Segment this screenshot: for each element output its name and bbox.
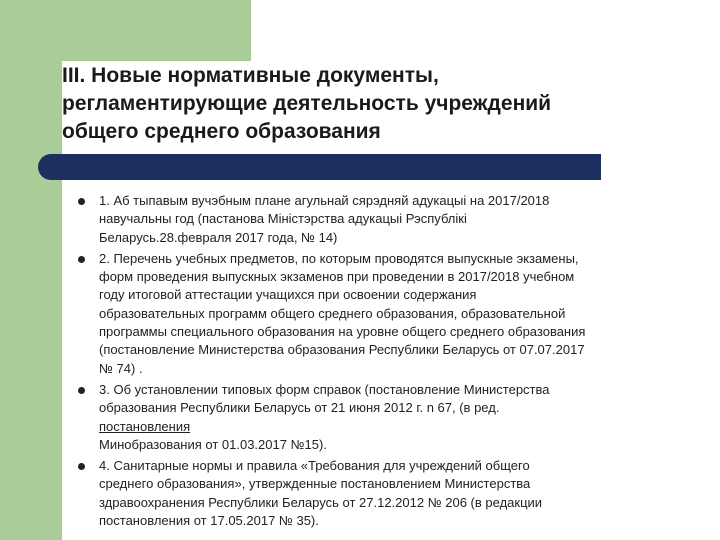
list-item <box>70 457 670 530</box>
decorative-green-block <box>0 0 251 61</box>
item-text-line: 1. Аб тыпавым вучэбным плане агульнай сярэдняй адукацыі на 2017/2018 <box>99 193 550 208</box>
item-text-line: 4. Санитарные нормы и правила «Требования для учреждений общего <box>99 458 530 474</box>
underlined-word: постановления <box>99 418 191 434</box>
item-text-line <box>99 418 670 455</box>
item-text-line: 3. Об установлении типовых форм справок (постановление Министерства <box>99 381 550 397</box>
list-item <box>70 250 670 378</box>
item-text-line: программы специального образования на уровне общего среднего образования <box>99 324 586 340</box>
slide-title <box>62 62 702 146</box>
bullet-icon <box>78 387 85 394</box>
item-text-line: образования Республики Беларусь от 21 июня 2012 г. n 67, (в ред. <box>99 400 500 416</box>
item-text-line: постановления от 17.05.2017 № 35). <box>99 513 319 529</box>
title-line: общего среднего образования <box>62 120 381 143</box>
item-text-line: среднего образования», утвержденные постановлением Министерства <box>99 476 531 492</box>
item-text-line: здравоохранения Республики Беларусь от 27.12.2012 № 206 (в редакции <box>99 494 543 510</box>
documents-list <box>70 192 670 530</box>
item-text-line: № 74) . <box>99 360 143 376</box>
bullet-icon <box>78 463 85 470</box>
list-item <box>70 192 670 247</box>
title-line: регламентирующие деятельность учреждений <box>62 92 552 115</box>
item-text-line: образовательных программ общего среднего образования, образовательной <box>99 305 566 321</box>
decorative-green-sidebar <box>0 61 62 540</box>
list-item <box>70 381 670 454</box>
item-text-line: (постановление Министерства образования Республики Беларусь от 07.07.2017 <box>99 342 585 358</box>
bullet-icon <box>78 198 85 205</box>
item-text-line: 2. Перечень учебных предметов, по которым проводятся выпускные экзамены, <box>99 250 579 266</box>
item-text-line: году итоговой аттестации учащихся при освоении содержания <box>99 287 477 303</box>
item-text-line: навучальны год (пастанова Міністэрства адукацыі Рэспублікі <box>99 211 467 227</box>
bullet-icon <box>78 256 85 263</box>
item-text-line: форм проведения выпускных экзаменов при проведении в 2017/2018 учебном <box>99 269 575 285</box>
title-line: III. Новые нормативные документы, <box>62 64 439 87</box>
item-text-fragment: Минобразования от 01.03.2017 №15). <box>99 436 327 452</box>
item-text-line: Беларусь.28.февраля 2017 года, № 14) <box>99 229 338 245</box>
title-divider-bar <box>38 154 601 180</box>
